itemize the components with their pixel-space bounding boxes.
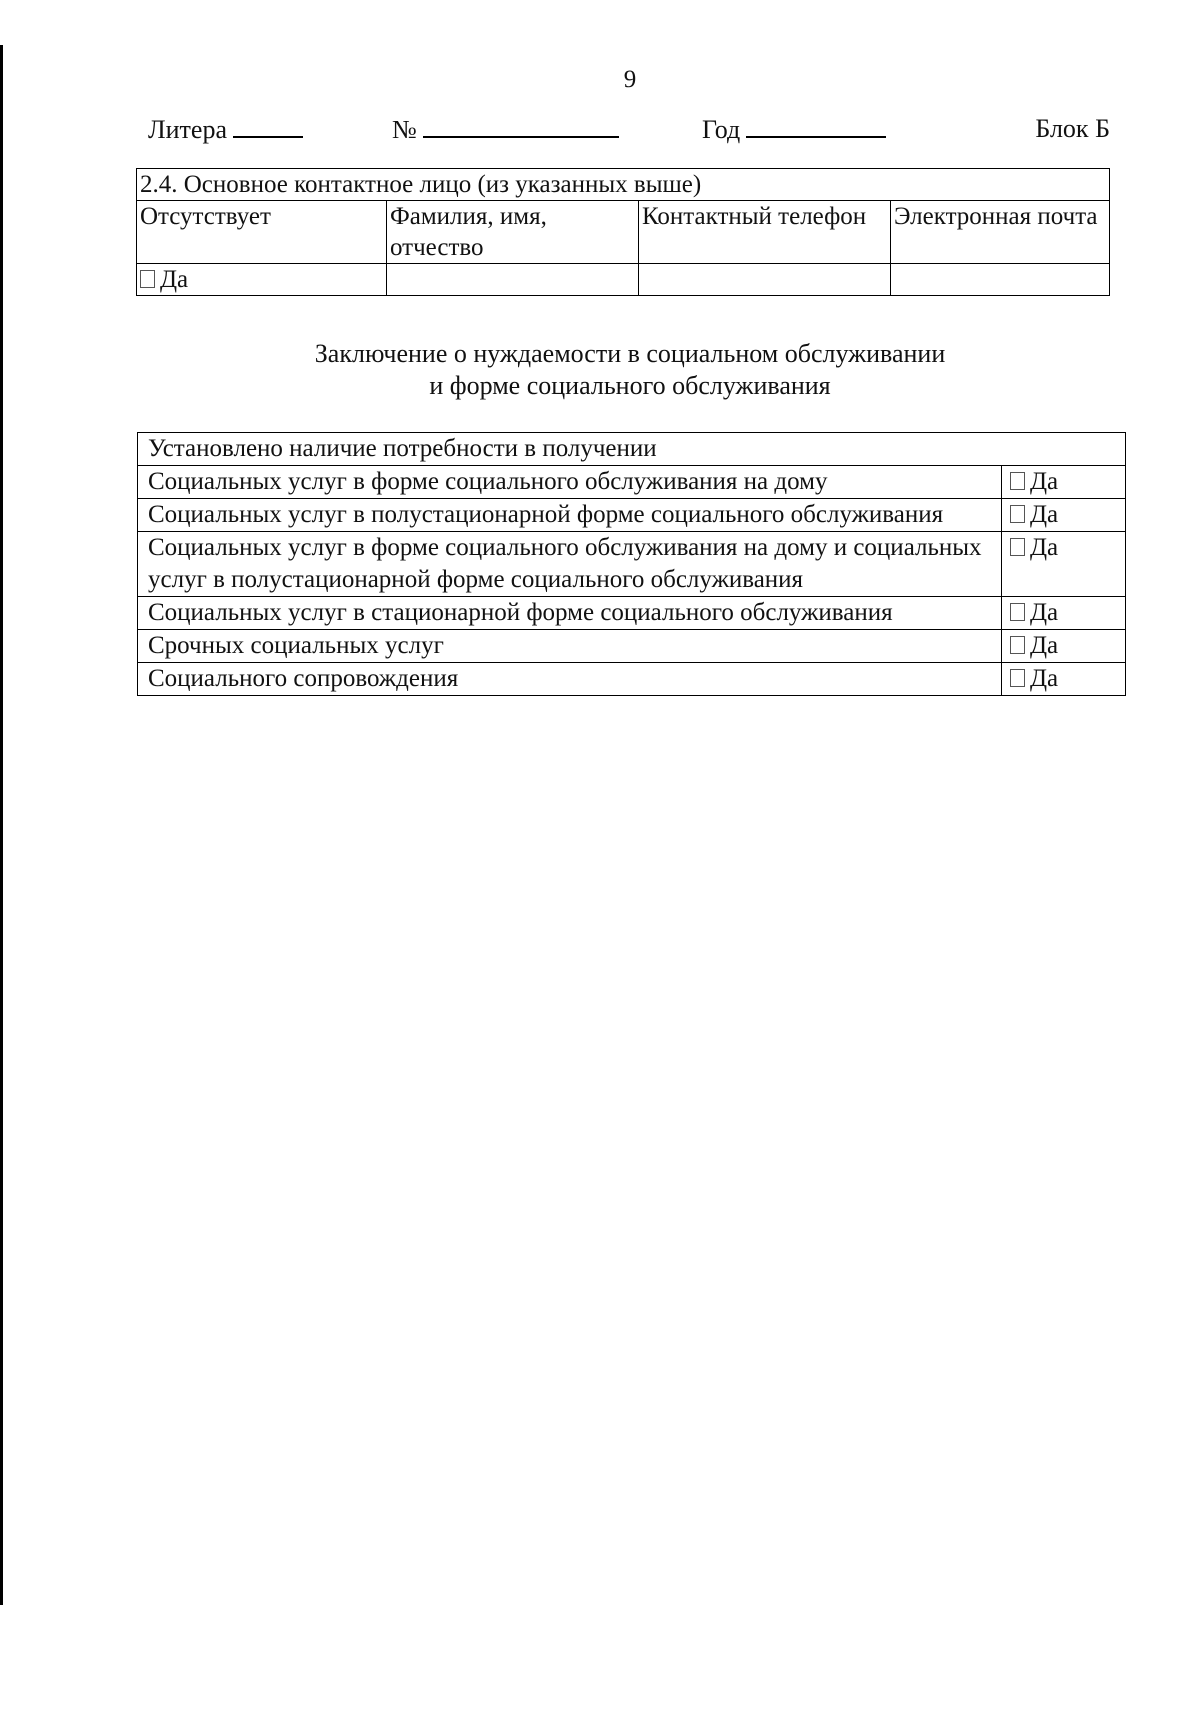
column-email: Электронная почта: [891, 201, 1110, 264]
absent-cell: [137, 264, 387, 296]
column-absent: Отсутствует: [137, 201, 387, 264]
need-row-label: Социальных услуг в форме социального обслуживания на дому: [138, 466, 1002, 499]
number-field: [392, 114, 619, 145]
need-row: [138, 499, 1126, 532]
contact-section-title: 2.4. Основное контактное лицо (из указанных выше): [137, 169, 1110, 201]
full-name-cell[interactable]: [387, 264, 639, 296]
need-checkbox[interactable]: [1010, 538, 1025, 556]
need-row: [138, 663, 1126, 696]
need-option-label: Да: [1030, 632, 1059, 659]
contact-header-row: [137, 201, 1110, 264]
column-phone: Контактный телефон: [639, 201, 891, 264]
phone-cell[interactable]: [639, 264, 891, 296]
need-row: [138, 597, 1126, 630]
absent-option-label: Да: [160, 266, 189, 293]
need-header-row: [138, 433, 1126, 466]
need-title-line-1: Заключение о нуждаемости в социальном обслуживании: [314, 339, 946, 368]
need-row-answer: [1002, 499, 1126, 532]
need-row-answer: [1002, 532, 1126, 597]
scan-edge-line: [0, 45, 3, 1605]
absent-checkbox[interactable]: [140, 270, 155, 288]
contact-title-row: [137, 169, 1110, 201]
need-row-answer: [1002, 630, 1126, 663]
contact-person-table: [136, 168, 1110, 296]
need-conclusion-title: [0, 338, 1200, 402]
need-row: [138, 630, 1126, 663]
year-field: [702, 114, 886, 145]
need-row-label: Социальных услуг в полустационарной форме социального обслуживания: [138, 499, 1002, 532]
need-row-label: Социального сопровождения: [138, 663, 1002, 696]
need-option-label: Да: [1030, 468, 1059, 495]
contact-value-row: [137, 264, 1110, 296]
need-table: [137, 432, 1126, 696]
need-row-label: Социальных услуг в форме социального обслуживания на дому и социальных услуг в полустационарной форме социального обслуживания: [138, 532, 1002, 597]
need-row-answer: [1002, 466, 1126, 499]
need-option-label: Да: [1030, 534, 1059, 561]
document-header: [148, 114, 1110, 146]
page-number: 9: [623, 66, 637, 93]
need-checkbox[interactable]: [1010, 669, 1025, 687]
litera-label: Литера: [148, 115, 227, 144]
need-checkbox[interactable]: [1010, 636, 1025, 654]
need-row: [138, 466, 1126, 499]
year-label: Год: [702, 115, 741, 144]
number-label: №: [392, 115, 417, 144]
need-row-answer: [1002, 663, 1126, 696]
need-checkbox[interactable]: [1010, 472, 1025, 490]
need-table-header: Установлено наличие потребности в получении: [138, 433, 1126, 466]
need-option-label: Да: [1030, 599, 1059, 626]
need-option-label: Да: [1030, 501, 1059, 528]
litera-field: [148, 114, 303, 145]
year-blank[interactable]: [746, 114, 886, 138]
column-full-name: Фамилия, имя, отчество: [387, 201, 639, 264]
need-row: [138, 532, 1126, 597]
number-blank[interactable]: [423, 114, 619, 138]
need-row-label: Социальных услуг в стационарной форме социального обслуживания: [138, 597, 1002, 630]
litera-blank[interactable]: [233, 114, 303, 138]
block-label: Блок Б: [1035, 114, 1110, 143]
need-row-label: Срочных социальных услуг: [138, 630, 1002, 663]
email-cell[interactable]: [891, 264, 1110, 296]
need-option-label: Да: [1030, 665, 1059, 692]
need-row-answer: [1002, 597, 1126, 630]
need-title-line-2: и форме социального обслуживания: [429, 371, 831, 400]
need-checkbox[interactable]: [1010, 603, 1025, 621]
need-checkbox[interactable]: [1010, 505, 1025, 523]
